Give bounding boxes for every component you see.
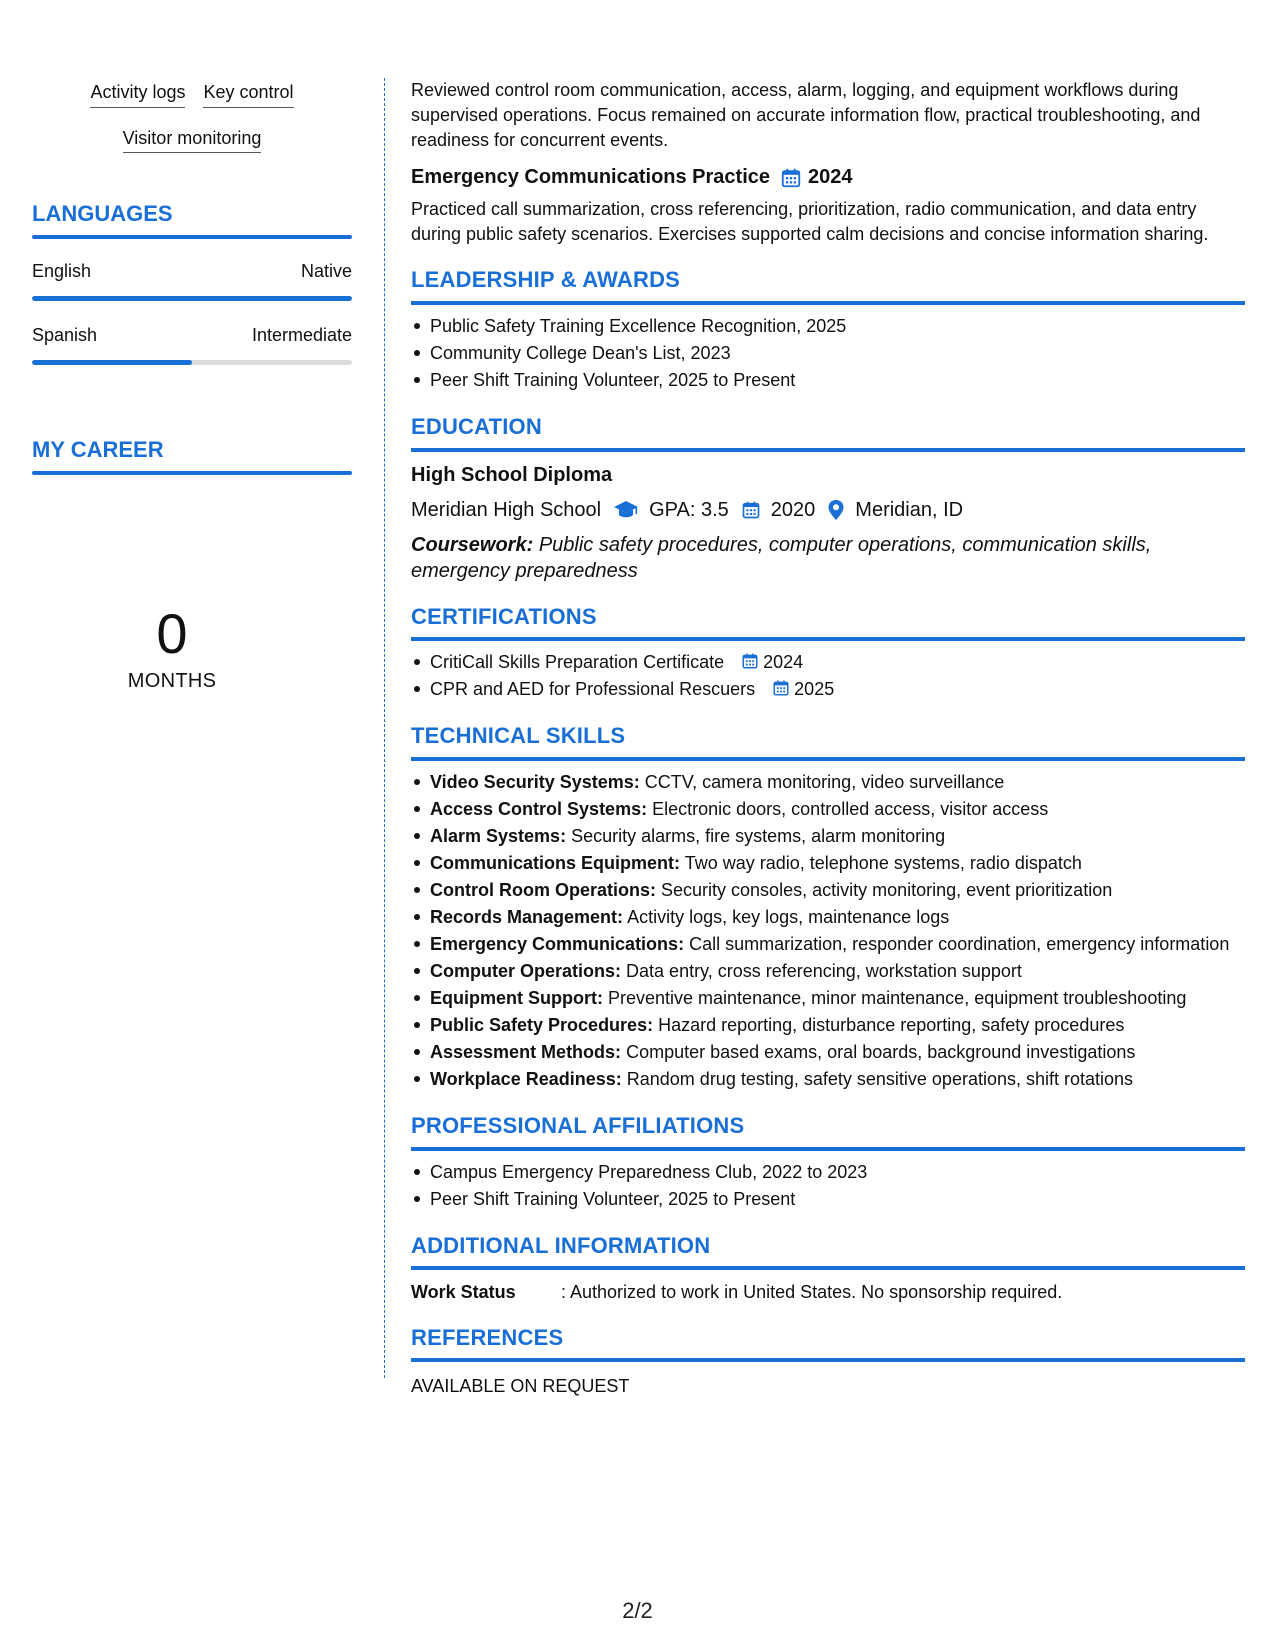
skill-label: Alarm Systems: — [430, 825, 567, 846]
calendar-icon — [772, 679, 790, 697]
skill-item — [411, 1039, 1245, 1066]
section-rule — [411, 1358, 1245, 1362]
languages-title: LANGUAGES — [32, 201, 173, 226]
certification-name: CritiCall Skills Preparation Certificate — [430, 652, 725, 673]
career-duration — [32, 602, 312, 693]
skill-text: Data entry, cross referencing, workstation support — [626, 960, 1022, 981]
education-school: Meridian High School — [411, 498, 602, 521]
skill-label: Records Management: — [430, 906, 624, 927]
languages-section — [32, 201, 352, 365]
list-item: Public Safety Training Excellence Recognition, 2025 — [411, 313, 1245, 340]
list-item: Peer Shift Training Volunteer, 2025 to Present — [411, 1186, 1245, 1213]
skills-title: TECHNICAL SKILLS — [411, 723, 626, 749]
skill-item — [411, 823, 1245, 850]
career-title: MY CAREER — [32, 437, 164, 462]
certification-year: 2024 — [763, 652, 804, 673]
work-status-label: Work Status — [411, 1282, 516, 1303]
leadership-list — [411, 313, 1245, 394]
list-item: Community College Dean's List, 2023 — [411, 340, 1245, 367]
references-title: REFERENCES — [411, 1324, 564, 1350]
language-bar — [32, 360, 352, 365]
skill-item — [411, 850, 1245, 877]
additional-title: ADDITIONAL INFORMATION — [411, 1232, 711, 1258]
affiliations-title: PROFESSIONAL AFFILIATIONS — [411, 1112, 745, 1138]
skill-text: Call summarization, responder coordination, emergency information — [689, 933, 1230, 954]
skill-text: Computer based exams, oral boards, background investigations — [626, 1041, 1136, 1062]
skill-item — [411, 931, 1245, 958]
skill-label: Video Security Systems: — [430, 771, 640, 792]
languages-rule — [32, 235, 352, 239]
language-bar — [32, 296, 352, 301]
section-rule — [411, 757, 1245, 761]
language-english — [32, 261, 352, 301]
location-pin-icon — [827, 499, 845, 521]
certification-item — [411, 649, 1245, 676]
calendar-icon — [741, 500, 761, 520]
skill-item — [411, 958, 1245, 985]
project-title: Emergency Communications Practice — [411, 166, 771, 189]
section-rule — [411, 1147, 1245, 1151]
skill-tags — [32, 78, 352, 153]
skill-item — [411, 877, 1245, 904]
skills-list — [411, 769, 1245, 1093]
section-rule — [411, 301, 1245, 305]
certification-item — [411, 676, 1245, 703]
sidebar — [32, 78, 352, 692]
skill-text: Security alarms, fire systems, alarm monitoring — [571, 825, 946, 846]
language-spanish — [32, 325, 352, 365]
skill-label: Equipment Support: — [430, 987, 603, 1008]
certifications-title: CERTIFICATIONS — [411, 603, 597, 629]
education-year: 2020 — [770, 498, 816, 521]
skill-label: Emergency Communications: — [430, 933, 685, 954]
coursework-label: Coursework: — [411, 533, 534, 556]
career-section — [32, 437, 352, 475]
skill-item — [411, 904, 1245, 931]
skill-label: Assessment Methods: — [430, 1041, 622, 1062]
education-details — [411, 497, 1245, 524]
skill-item — [411, 985, 1245, 1012]
skill-text: Hazard reporting, disturbance reporting, safety procedures — [658, 1014, 1125, 1035]
graduation-cap-icon — [613, 500, 639, 520]
skill-label: Access Control Systems: — [430, 798, 648, 819]
skill-text: Electronic doors, controlled access, visitor access — [652, 798, 1049, 819]
skill-label: Workplace Readiness: — [430, 1068, 622, 1089]
work-status-row — [411, 1280, 1245, 1304]
leadership-title: LEADERSHIP & AWARDS — [411, 267, 681, 293]
education-title: EDUCATION — [411, 413, 542, 439]
language-name: Spanish — [32, 325, 98, 345]
column-divider — [384, 78, 385, 1378]
main-content — [411, 78, 1245, 1399]
affiliations-list — [411, 1159, 1245, 1213]
language-bar-fill — [32, 360, 192, 365]
section-rule — [411, 637, 1245, 641]
intro-paragraph: Reviewed control room communication, access, alarm, logging, and equipment workflows during supervised operations. Focus remained on accurate information flow, practical troubleshooting, and readiness for concurrent events. — [411, 80, 1201, 150]
skill-label: Computer Operations: — [430, 960, 622, 981]
education-coursework — [411, 532, 1245, 584]
page-number: 2/2 — [622, 1598, 653, 1623]
skill-label: Control Room Operations: — [430, 879, 656, 900]
skill-text: Two way radio, telephone systems, radio dispatch — [684, 852, 1082, 873]
calendar-icon — [780, 167, 802, 189]
language-name: English — [32, 261, 92, 281]
list-item: Campus Emergency Preparedness Club, 2022 to 2023 — [411, 1159, 1245, 1186]
skill-text: Security consoles, activity monitoring, event prioritization — [661, 879, 1113, 900]
work-status-value: : Authorized to work in United States. No sponsorship required. — [561, 1282, 1063, 1303]
skill-label: Public Safety Procedures: — [430, 1014, 654, 1035]
project-heading — [411, 164, 1245, 191]
certification-name: CPR and AED for Professional Rescuers — [430, 679, 756, 700]
skill-item — [411, 1066, 1245, 1093]
language-level: Intermediate — [251, 325, 352, 345]
skill-text: Random drug testing, safety sensitive operations, shift rotations — [626, 1068, 1134, 1089]
certifications-list — [411, 649, 1245, 703]
tag-activity-logs: Activity logs — [90, 78, 185, 108]
skill-item — [411, 769, 1245, 796]
project-description: Practiced call summarization, cross referencing, prioritization, radio communication, and data entry during public safety scenarios. Exercises supported calm decisions and concise information sharing. — [411, 199, 1209, 245]
project-year: 2024 — [808, 166, 853, 189]
education-degree: High School Diploma — [411, 463, 613, 486]
career-rule — [32, 471, 352, 475]
certification-year: 2025 — [794, 679, 835, 700]
references-text: AVAILABLE ON REQUEST — [411, 1376, 630, 1397]
career-value: 0 — [156, 602, 188, 665]
tag-visitor-monitoring: Visitor monitoring — [123, 124, 262, 154]
skill-text: Preventive maintenance, minor maintenance, equipment troubleshooting — [608, 987, 1187, 1008]
skill-text: Activity logs, key logs, maintenance logs — [627, 906, 950, 927]
calendar-icon — [741, 652, 759, 670]
education-gpa: GPA: 3.5 — [649, 498, 729, 521]
section-rule — [411, 1266, 1245, 1270]
education-location: Meridian, ID — [855, 498, 964, 521]
list-item: Peer Shift Training Volunteer, 2025 to Present — [411, 367, 1245, 394]
coursework-text: Public safety procedures, computer operations, communication skills, emergency preparedness — [411, 533, 1152, 582]
career-unit: MONTHS — [127, 670, 217, 692]
language-level: Native — [300, 261, 352, 281]
language-bar-fill — [32, 296, 352, 301]
skill-text: CCTV, camera monitoring, video surveillance — [644, 771, 1005, 792]
skill-item — [411, 796, 1245, 823]
section-rule — [411, 448, 1245, 452]
tag-key-control: Key control — [203, 78, 293, 108]
skill-label: Communications Equipment: — [430, 852, 681, 873]
skill-item — [411, 1012, 1245, 1039]
